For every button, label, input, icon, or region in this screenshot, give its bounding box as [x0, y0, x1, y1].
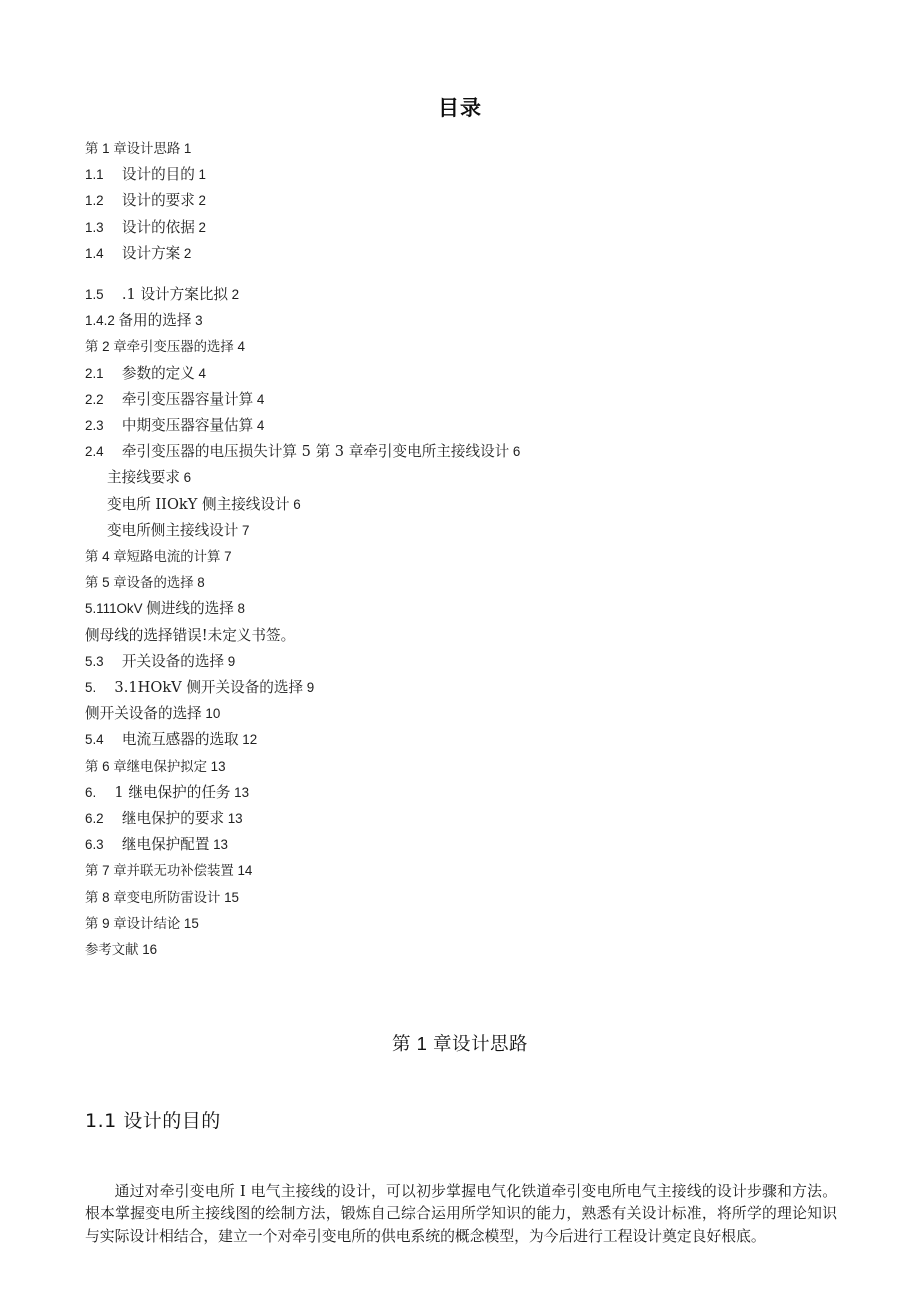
- toc-entry-page-number: 15: [224, 889, 239, 905]
- toc-entry-spacer: [104, 287, 122, 303]
- toc-entry-page-number: 9: [227, 653, 236, 669]
- chapter-heading: 第 1 章设计思路: [391, 1033, 529, 1054]
- toc-entry-number: 1.5: [85, 287, 104, 303]
- toc-entry-page-number: 8: [197, 575, 205, 591]
- toc-entry-label: 继电保护的要求: [121, 810, 225, 828]
- toc-entry-page-number: 2: [198, 193, 206, 209]
- toc-entry[interactable]: [85, 649, 845, 675]
- toc-entry[interactable]: [85, 832, 845, 858]
- toc-entry-number: 第 8 章变电所防雷设计: [85, 889, 221, 905]
- toc-entry-number: 2.4: [85, 444, 104, 460]
- toc-entry-label: 侧进线的选择: [146, 600, 234, 618]
- toc-entry-number: 1.4: [85, 245, 104, 261]
- toc-entry-label: 变电所侧主接线设计: [107, 521, 239, 539]
- toc-entry[interactable]: [85, 465, 845, 491]
- toc-entry-spacer: [104, 811, 122, 827]
- section-heading: 1.1 设计的目的: [85, 1110, 221, 1132]
- toc-entry-number: 6.2: [85, 811, 104, 827]
- toc-entry-page-number: 15: [183, 915, 199, 931]
- toc-entry[interactable]: [85, 188, 845, 214]
- toc-entry-page-number: 1: [198, 167, 206, 183]
- toc-entry-page-number: 4: [256, 391, 265, 407]
- toc-entry-label: 设计的要求: [121, 192, 195, 210]
- toc-entry-label: 侧母线的选择错误!未定义书签。: [85, 626, 296, 644]
- page-title: 目录: [438, 97, 482, 120]
- toc-entry[interactable]: [85, 858, 845, 884]
- toc-entry-label: 中期变压器容量估算: [121, 417, 254, 435]
- toc-entry[interactable]: [85, 727, 845, 753]
- toc-entry[interactable]: [85, 413, 845, 439]
- toc-entry-page-number: 12: [242, 732, 258, 748]
- toc-entry-label: 参数的定义: [121, 364, 195, 382]
- toc-entry[interactable]: [85, 492, 845, 518]
- toc-entry-number: 2.1: [85, 365, 104, 381]
- toc-entry[interactable]: [85, 911, 845, 937]
- toc-entry-label: 侧开关设备的选择: [85, 705, 202, 723]
- toc-entry-number: 6.3: [85, 837, 104, 853]
- toc-entry-number: 第 7 章并联无功补偿装置: [85, 863, 234, 879]
- toc-entry-spacer: [104, 392, 122, 408]
- toc-entry-label: 设计的目的: [121, 166, 195, 184]
- toc-entry[interactable]: [85, 387, 845, 413]
- toc-entry-page-number: 4: [256, 418, 265, 434]
- toc-entry[interactable]: [85, 241, 845, 267]
- toc-entry-number: 第 9 章设计结论: [85, 915, 181, 931]
- toc-entry-spacer: [104, 654, 122, 670]
- toc-entry-page-number: 13: [210, 758, 226, 774]
- toc-entry-page-number: 4: [198, 365, 206, 381]
- toc-entry[interactable]: [85, 215, 845, 241]
- toc-entry[interactable]: [85, 334, 845, 360]
- toc-entry-page-number: 2: [183, 245, 192, 261]
- toc-entry[interactable]: [85, 308, 845, 334]
- toc-entry-page-number: 14: [237, 863, 253, 879]
- toc-entry-number: 1.2: [85, 193, 104, 209]
- toc-entry-label: 电流互感器的选取: [121, 731, 239, 749]
- toc-entry-number: 第 2 章牵引变压器的选择: [85, 339, 234, 355]
- toc-entry[interactable]: [85, 675, 845, 701]
- body-paragraph: 通过对牵引变电所 I 电气主接线的设计，可以初步掌握电气化铁道牵引变电所电气主接线的设计步骤和方法。根本掌握变电所主接线图的绘制方法，锻炼自己综合运用所学知识的能力，熟悉有关设计标准，将所学的理论知识与实际设计相结合，建立一个对牵引变电所的供电系统的概念模型，为今后进行工程设计奠定良好根底。: [85, 1182, 837, 1245]
- toc-entry-page-number: 13: [234, 784, 250, 800]
- toc-entry[interactable]: [85, 885, 845, 911]
- toc-entry[interactable]: [85, 937, 845, 963]
- toc-entry-spacer: [104, 193, 122, 209]
- toc-entry-label: 3.1HOkV 侧开关设备的选择: [114, 679, 304, 697]
- toc-entry[interactable]: [85, 361, 845, 387]
- toc-entry-label: 备用的选择: [118, 312, 192, 330]
- toc-entry[interactable]: [85, 780, 845, 806]
- toc-entry-number: 第 4 章短路电流的计算: [85, 549, 221, 565]
- toc-entry-spacer: [104, 837, 122, 853]
- toc-entry-page-number: 13: [227, 811, 243, 827]
- toc-entry-spacer: [104, 444, 122, 460]
- toc-entry-number: 5.4: [85, 732, 104, 748]
- toc-entry-number: 2.3: [85, 418, 104, 434]
- toc-entry-page-number: 13: [213, 837, 229, 853]
- toc-entry-number: 2.2: [85, 391, 104, 407]
- toc-entry-number: 5.111OkV: [85, 601, 143, 617]
- toc-entry[interactable]: [85, 439, 845, 465]
- toc-entry[interactable]: [85, 701, 845, 727]
- toc-entry-page-number: 2: [231, 287, 240, 303]
- toc-entry[interactable]: [85, 136, 845, 162]
- toc-entry-number: 5.: [85, 680, 97, 696]
- toc-entry-spacer: [104, 220, 122, 236]
- table-of-contents: [85, 136, 845, 963]
- toc-entry[interactable]: [85, 754, 845, 780]
- toc-entry-number: 1.3: [85, 219, 104, 235]
- toc-entry-spacer: [96, 785, 114, 801]
- toc-entry[interactable]: [85, 162, 845, 188]
- toc-entry-label: .1 设计方案比拟: [121, 286, 229, 304]
- toc-entry[interactable]: [85, 518, 845, 544]
- toc-entry-label: 变电所 IIOkY 侧主接线设计: [107, 495, 290, 513]
- toc-entry-page-number: 4: [237, 339, 245, 355]
- toc-entry-page-number: 6: [293, 496, 301, 512]
- toc-entry-label: 设计方案: [121, 244, 181, 262]
- toc-entry-label: 主接线要求: [107, 469, 180, 487]
- toc-entry[interactable]: [85, 623, 845, 649]
- toc-entry-spacer: [96, 680, 114, 696]
- toc-entry-number: 5.3: [85, 653, 104, 669]
- toc-entry[interactable]: [85, 282, 845, 308]
- toc-entry-spacer: [104, 366, 122, 382]
- toc-entry-page-number: 9: [306, 680, 315, 696]
- toc-entry-spacer: [104, 167, 122, 183]
- toc-entry-number: 第 5 章设备的选择: [85, 575, 194, 591]
- toc-entry-label: 继电保护配置: [121, 836, 210, 854]
- toc-entry-number: 第 6 章继电保护拟定: [85, 758, 208, 774]
- toc-entry-number: 1.4.2: [85, 313, 115, 329]
- toc-entry-number: 1.1: [85, 167, 104, 183]
- toc-entry-page-number: 2: [198, 219, 206, 235]
- toc-entry[interactable]: [85, 570, 845, 596]
- toc-entry[interactable]: [85, 806, 845, 832]
- toc-entry-label: 牵引变压器的电压损失计算 5 第 3 章牵引变电所主接线设计: [121, 443, 510, 461]
- toc-entry-page-number: 7: [224, 549, 232, 565]
- toc-entry-page-number: 6: [183, 470, 192, 486]
- toc-entry-page-number: 10: [205, 706, 221, 722]
- toc-entry-page-number: 6: [512, 444, 521, 460]
- toc-entry-spacer: [104, 418, 122, 434]
- toc-entry[interactable]: [85, 544, 845, 570]
- toc-entry-number: 参考文献: [85, 942, 139, 958]
- toc-entry-page-number: 16: [142, 942, 158, 958]
- toc-entry-label: 设计的依据: [121, 218, 195, 236]
- toc-entry[interactable]: [85, 596, 845, 622]
- toc-entry-page-number: 7: [242, 522, 250, 538]
- toc-entry-label: 开关设备的选择: [121, 652, 225, 670]
- toc-entry-page-number: 3: [195, 313, 203, 329]
- toc-entry-spacer: [104, 732, 122, 748]
- toc-entry-page-number: 8: [237, 601, 245, 617]
- toc-entry-label: 牵引变压器容量计算: [121, 390, 254, 408]
- toc-entry-number: 6.: [85, 784, 97, 800]
- toc-entry-page-number: 1: [183, 141, 192, 156]
- toc-entry-label: 1 继电保护的任务: [114, 783, 231, 801]
- toc-entry-number: 第 1 章设计思路: [85, 141, 181, 156]
- toc-entry-spacer: [104, 246, 122, 262]
